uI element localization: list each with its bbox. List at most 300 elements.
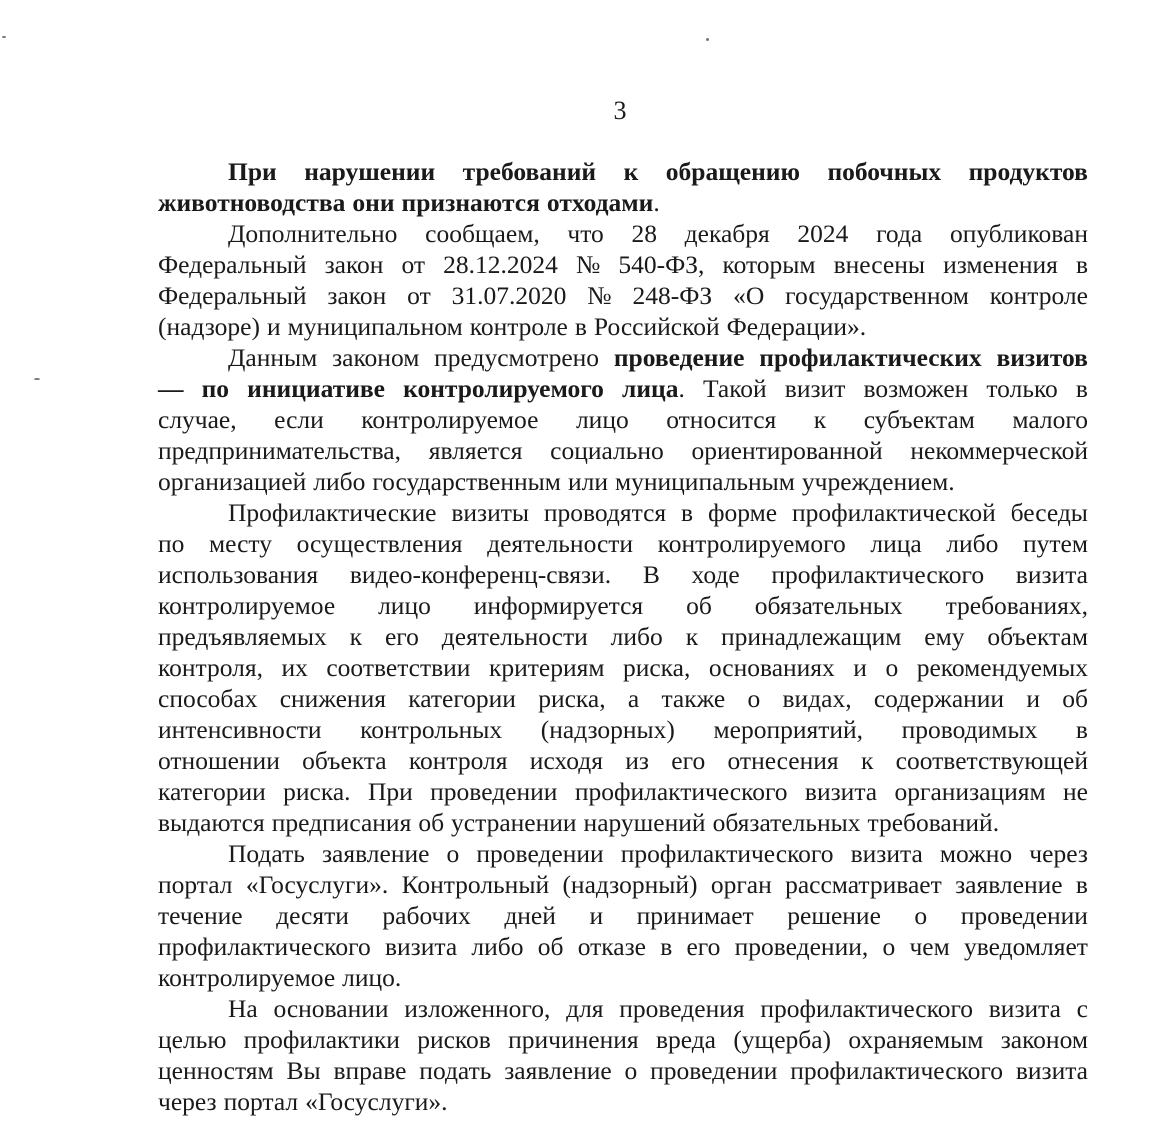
text-fragment: — <box>158 374 184 403</box>
word <box>538 683 605 714</box>
text-fragment: является <box>428 436 523 465</box>
text-fragment: соответствующей <box>895 746 1088 775</box>
word <box>442 621 588 652</box>
text-line <box>158 218 1088 249</box>
text-fragment: Российской <box>593 312 720 341</box>
text-fragment: При <box>367 777 413 806</box>
word <box>759 342 981 373</box>
word <box>419 1055 491 1086</box>
text-fragment: критериям <box>488 653 605 682</box>
word <box>792 497 996 528</box>
word <box>692 559 740 590</box>
text-fragment: лица <box>622 374 679 403</box>
text-fragment: из <box>625 746 649 775</box>
word <box>302 745 386 776</box>
word <box>361 404 538 435</box>
text-fragment: контролируемого <box>403 374 604 403</box>
text-fragment: «О <box>733 281 765 310</box>
word <box>747 683 760 714</box>
word <box>576 249 600 280</box>
word <box>587 280 611 311</box>
text-fragment: (надзоре) <box>158 312 260 341</box>
word <box>1062 683 1088 714</box>
word <box>274 404 324 435</box>
paragraph <box>158 218 1088 342</box>
text-fragment: проведении <box>476 839 604 868</box>
word <box>870 528 921 559</box>
text-fragment: деятельности <box>487 529 634 558</box>
text-fragment: о <box>624 1056 638 1085</box>
word <box>885 652 898 683</box>
text-line <box>158 435 1088 466</box>
text-fragment: устранении <box>451 808 577 837</box>
word <box>305 1086 447 1117</box>
text-fragment: Федерации». <box>726 312 867 341</box>
word <box>964 931 1088 962</box>
word <box>471 931 523 962</box>
word <box>864 404 975 435</box>
word <box>827 156 941 187</box>
text-fragment: решение <box>787 901 881 930</box>
word <box>429 435 523 466</box>
word <box>802 466 955 497</box>
text-fragment: к <box>349 622 363 651</box>
text-fragment: дней <box>504 901 556 930</box>
word <box>538 931 564 962</box>
text-fragment: животноводства <box>158 188 346 217</box>
text-fragment: в <box>660 932 673 961</box>
word <box>961 900 1088 931</box>
text-fragment: либо <box>610 622 663 651</box>
text-fragment: его <box>671 746 706 775</box>
word <box>996 342 1087 373</box>
text-fragment: заявление <box>321 839 430 868</box>
text-fragment: Профилактические <box>228 498 437 527</box>
text-fragment: законом <box>1000 1025 1088 1054</box>
word <box>489 652 605 683</box>
word <box>1077 993 1088 1024</box>
text-fragment: № <box>587 281 612 310</box>
text-fragment: об <box>1062 684 1088 713</box>
text-fragment: предусмотрено <box>434 343 600 372</box>
word <box>874 683 1004 714</box>
word <box>686 590 712 621</box>
text-fragment: Федеральный <box>158 250 307 279</box>
word <box>434 342 599 373</box>
text-fragment: его <box>384 622 419 651</box>
word <box>476 838 603 869</box>
text-fragment: визита <box>1015 1056 1088 1085</box>
text-fragment: проведении <box>960 901 1088 930</box>
word <box>1023 528 1088 559</box>
word <box>567 218 603 249</box>
word <box>861 745 873 776</box>
word <box>228 497 436 528</box>
text-fragment: декабря <box>684 219 770 248</box>
text-fragment: контроле <box>469 312 568 341</box>
word <box>228 838 305 869</box>
word <box>447 838 460 869</box>
text-line <box>158 931 1088 962</box>
text-fragment: малого <box>1012 405 1088 434</box>
text-fragment: в <box>681 498 694 527</box>
text-fragment: 31.07.2020 <box>451 281 567 310</box>
text-fragment: к <box>685 622 699 651</box>
word <box>404 993 550 1024</box>
text-fragment: причинения <box>508 1025 639 1054</box>
word <box>615 466 795 497</box>
word <box>621 838 834 869</box>
word <box>575 311 587 342</box>
word <box>407 280 431 311</box>
text-fragment: закон <box>327 281 387 310</box>
text-fragment: проводимых <box>901 715 1038 744</box>
word <box>530 745 603 776</box>
word <box>544 497 666 528</box>
text-fragment: ему <box>924 622 965 651</box>
word <box>735 931 869 962</box>
text-line <box>158 528 1088 559</box>
word <box>158 714 322 745</box>
text-line <box>158 156 1088 187</box>
word <box>917 652 1088 683</box>
text-line <box>158 466 1088 497</box>
text-fragment: отнесения <box>727 746 839 775</box>
word <box>158 435 401 466</box>
word <box>378 590 431 621</box>
text-fragment: видео-конференц-связи. <box>349 560 612 589</box>
text-fragment: проводятся <box>543 498 667 527</box>
word <box>785 280 969 311</box>
word <box>714 714 864 745</box>
word <box>228 218 397 249</box>
text-fragment: законом <box>332 343 420 372</box>
text-fragment: «Госуслуги». <box>245 870 389 899</box>
text-fragment: профилактики <box>243 1025 400 1054</box>
word <box>402 187 540 218</box>
text-fragment: Контрольный <box>401 870 550 899</box>
word <box>326 652 470 683</box>
text-fragment: (ущерба) <box>733 1025 832 1054</box>
text-fragment: государственном <box>785 281 969 310</box>
text-fragment: профилактического <box>620 839 834 868</box>
text-fragment: для <box>566 994 604 1023</box>
word <box>643 559 660 590</box>
word <box>313 466 365 497</box>
word <box>158 962 335 993</box>
text-fragment: продуктов <box>968 157 1088 186</box>
word <box>686 621 698 652</box>
text-fragment: профилактического <box>574 777 788 806</box>
text-fragment: и <box>1026 684 1040 713</box>
text-fragment: риска. <box>283 777 351 806</box>
word <box>158 404 237 435</box>
text-fragment: принимает <box>636 901 754 930</box>
text-fragment: 2024 <box>797 219 849 248</box>
word <box>508 1024 639 1055</box>
text-fragment: контролируемое <box>158 963 336 992</box>
text-fragment: обращению <box>665 157 800 186</box>
text-fragment: проведении <box>430 777 558 806</box>
text-fragment: беседы <box>1010 498 1088 527</box>
word <box>986 373 1057 404</box>
text-fragment: или <box>567 467 608 496</box>
word <box>950 218 1088 249</box>
word <box>990 280 1088 311</box>
text-fragment: визита <box>1015 560 1088 589</box>
scan-speck <box>2 36 6 38</box>
text-fragment: Дополнительно <box>228 219 398 248</box>
word <box>619 993 744 1024</box>
text-fragment: рекомендуемых <box>916 653 1088 682</box>
text-fragment: об <box>686 591 712 620</box>
word <box>1016 1055 1088 1086</box>
text-line <box>158 187 1088 218</box>
word <box>418 807 444 838</box>
word <box>430 776 557 807</box>
word <box>955 869 1062 900</box>
text-fragment: контролируемое <box>158 591 336 620</box>
word <box>451 807 577 838</box>
word <box>350 559 611 590</box>
text-fragment: субъектам <box>863 405 975 434</box>
word <box>834 249 925 280</box>
text-fragment: от <box>407 281 431 310</box>
text-line <box>158 249 1088 280</box>
text-fragment: случае, <box>158 405 237 434</box>
text-line <box>158 373 1088 404</box>
word <box>417 1024 491 1055</box>
text-fragment: интенсивности <box>158 715 322 744</box>
text-fragment: рисков <box>417 1025 491 1054</box>
text-fragment: сообщаем, <box>425 219 540 248</box>
text-fragment: «Госуслуги». <box>305 1087 448 1116</box>
text-fragment: категории <box>408 684 516 713</box>
text-fragment: требований <box>462 157 597 186</box>
paragraph <box>158 156 1088 218</box>
text-fragment: к <box>623 157 639 186</box>
word <box>158 621 327 652</box>
text-fragment: через <box>158 1087 217 1116</box>
word <box>1063 776 1088 807</box>
word <box>848 1024 983 1055</box>
text-fragment: риска, <box>622 653 691 682</box>
scan-speck <box>34 378 40 380</box>
text-fragment: года <box>876 219 923 248</box>
word <box>228 993 258 1024</box>
text-fragment: охраняемым <box>848 1025 984 1054</box>
text-fragment: лицо <box>378 591 431 620</box>
word <box>771 559 984 590</box>
text-fragment: профилактического <box>790 1056 1003 1085</box>
text-fragment: о <box>914 901 928 930</box>
word <box>158 311 260 342</box>
word <box>946 528 998 559</box>
word <box>402 249 426 280</box>
text-fragment: изменения <box>943 250 1058 279</box>
text-fragment: их <box>281 653 308 682</box>
word <box>547 187 660 218</box>
text-fragment: а <box>627 684 640 713</box>
word <box>402 869 550 900</box>
text-line <box>158 590 1088 621</box>
text-fragment: по <box>201 374 230 403</box>
text-fragment: о <box>446 839 460 868</box>
word <box>325 249 384 280</box>
text-fragment: если <box>274 405 324 434</box>
text-fragment: форме <box>707 498 778 527</box>
word <box>681 497 693 528</box>
word <box>158 249 307 280</box>
word <box>666 156 800 187</box>
word <box>1011 497 1088 528</box>
word <box>158 528 184 559</box>
text-fragment: визита <box>804 777 878 806</box>
word <box>661 683 725 714</box>
text-fragment: профилактической <box>791 498 996 527</box>
word <box>1012 404 1088 435</box>
paragraph <box>158 838 1088 993</box>
word <box>576 404 629 435</box>
word <box>286 1055 320 1086</box>
text-fragment: риска, <box>538 684 606 713</box>
word <box>722 249 815 280</box>
text-fragment: контроле <box>989 281 1088 310</box>
word <box>708 497 777 528</box>
text-fragment: его <box>686 932 721 961</box>
text-fragment: На <box>228 994 258 1023</box>
text-fragment: объектам <box>987 622 1088 651</box>
text-line <box>158 869 1088 900</box>
text-fragment: об <box>537 932 564 961</box>
page-number: 3 <box>613 96 627 125</box>
word <box>727 311 867 342</box>
word <box>660 931 672 962</box>
word <box>575 776 788 807</box>
word <box>851 838 923 869</box>
word <box>202 373 229 404</box>
word <box>452 280 567 311</box>
text-fragment: о <box>882 932 896 961</box>
word <box>541 714 675 745</box>
word <box>272 807 412 838</box>
text-fragment: портал <box>223 1087 299 1116</box>
word <box>158 280 307 311</box>
text-fragment: течение <box>158 901 243 930</box>
text-fragment: Такой <box>702 374 767 403</box>
word <box>352 187 394 218</box>
text-fragment: отказе <box>577 932 646 961</box>
text-fragment: ориентированной <box>691 436 883 465</box>
text-fragment: объекта <box>302 746 387 775</box>
word <box>550 435 664 466</box>
word <box>463 156 596 187</box>
word <box>470 311 568 342</box>
word <box>276 900 349 931</box>
word <box>288 311 463 342</box>
text-fragment: орган <box>710 870 772 899</box>
word <box>267 311 281 342</box>
word <box>158 590 335 621</box>
text-fragment: путем <box>1023 529 1088 558</box>
word <box>562 869 697 900</box>
text-fragment: признаются <box>401 188 540 217</box>
text-fragment: Данным <box>228 343 318 372</box>
text-fragment: предписания <box>271 808 412 837</box>
word <box>228 342 317 373</box>
word <box>1016 559 1088 590</box>
word <box>158 652 263 683</box>
word <box>368 776 413 807</box>
text-fragment: и <box>266 312 281 341</box>
text-fragment: организацией <box>158 467 307 496</box>
word <box>790 1055 1003 1086</box>
word <box>902 714 1038 745</box>
text-fragment: контролируемое <box>361 405 539 434</box>
text-fragment: мероприятий, <box>713 715 864 744</box>
text-line <box>158 838 1088 869</box>
word <box>853 652 867 683</box>
text-fragment: от <box>401 250 426 279</box>
word <box>785 869 942 900</box>
text-fragment: заявление <box>955 870 1063 899</box>
text-fragment: заявление <box>504 1056 612 1085</box>
text-fragment: целью <box>158 1025 227 1054</box>
text-fragment: можно <box>939 839 1013 868</box>
text-fragment: подать <box>419 1056 492 1085</box>
word <box>487 528 633 559</box>
text-fragment: относится <box>666 405 777 434</box>
paragraph <box>158 497 1088 838</box>
word <box>333 1055 406 1086</box>
word <box>566 993 603 1024</box>
word <box>760 993 973 1024</box>
text-fragment: только <box>986 374 1058 403</box>
text-fragment: использования <box>158 560 319 589</box>
word <box>247 373 385 404</box>
text-line <box>158 776 1088 807</box>
text-line <box>158 1024 1088 1055</box>
text-line <box>158 280 1088 311</box>
word <box>385 621 419 652</box>
word <box>474 590 643 621</box>
text-fragment: государственным <box>372 467 561 496</box>
text-fragment: вреда <box>655 1025 717 1054</box>
word <box>158 373 184 404</box>
word <box>671 745 705 776</box>
text-fragment: предъявляемых <box>158 622 327 651</box>
word <box>158 1055 274 1086</box>
word <box>924 621 964 652</box>
text-fragment: лицо <box>575 405 629 434</box>
text-fragment: рассматривает <box>785 870 942 899</box>
word <box>733 280 764 311</box>
word <box>1076 714 1088 745</box>
word <box>782 683 851 714</box>
text-fragment: уведомляет <box>964 932 1088 961</box>
word <box>568 466 608 497</box>
word <box>360 714 502 745</box>
text-fragment: ходе <box>691 560 740 589</box>
text-fragment: профилактических <box>759 343 982 372</box>
word <box>797 218 848 249</box>
word <box>805 776 877 807</box>
word <box>633 280 713 311</box>
word <box>425 218 540 249</box>
text-fragment: 28 <box>631 219 657 248</box>
word <box>297 528 463 559</box>
text-fragment: в <box>1075 870 1088 899</box>
